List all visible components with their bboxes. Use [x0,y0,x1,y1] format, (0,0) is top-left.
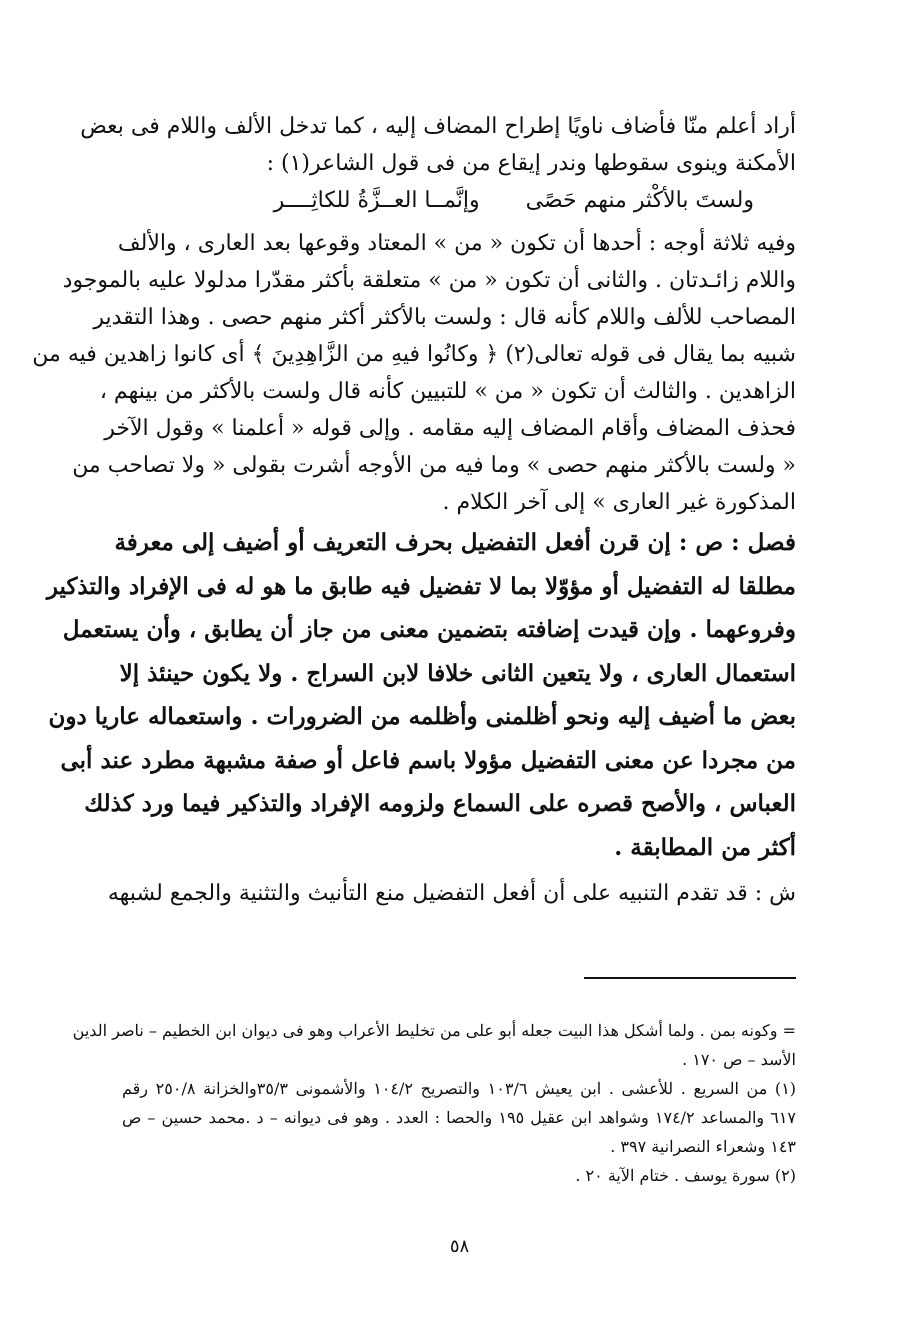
text-line: أراد أعلم منّا فأضاف ناويًا إطراح المضاف إليه ، كما تدخل الألف واللام فى بعض [80,114,796,139]
text-line: شبيه بما يقال فى قوله تعالى(٢) ﴿ وكانُوا فيهِ من الزَّاهِدِينَ ﴾ أى كانوا زاهدين فيه من [32,342,796,367]
sharh-paragraph [107,875,796,912]
text-line: واللام زائـدتان . والثانى أن تكون « من » متعلقة بأكثر مقدّرا مدلولا عليه بالموجود [62,268,796,293]
footnote-line: ٦١٧ والمساعد ١٧٤/٢ وشواهد ابن عقيل ١٩٥ والحصا : العدد . وهو فى ديوانه – د .محمد حسين – ص [122,1108,796,1127]
text-line: « ولست بالأكثر منهم حصى » وما فيه من الأوجه أشرت بقولى « ولا تصاحب من [72,453,796,478]
poetry-verse [122,182,796,219]
footnote-line: = وكونه بمن . ولما أشكل هذا البيت جعله أبو على من تخليط الأعراب وهو فى ديوان ابن الخطيم – ناصر الدين [72,1021,796,1040]
text-line: استعمال العارى ، ولا يتعين الثانى خلافا لابن السراج . ولا يكون حينئذ إلا [119,659,796,687]
text-line: وفروعهما . وإن قيدت إضافته بتضمين معنى من جاز أن يطابق ، وأن يستعمل [62,616,796,643]
footnotes [72,1016,797,1190]
text-line: أكثر من المطابقة . [614,833,796,861]
text-line: مطلقا له التفضيل أو مؤوّلا بما لا تفضيل فيه طابق ما هو له فى الإفراد والتذكير [46,572,796,600]
main-text [32,108,796,912]
text-line: من مجردا عن معنى التفضيل مؤولا باسم فاعل أو صفة مشبهة مطرد عند أبى [60,746,796,774]
text-line: الزاهدين . والثالث أن تكون « من » للتبيين كأنه قال ولست بالأكثر من بينهم ، [99,379,796,404]
text-line: الأمكنة وينوى سقوطها وندر إيقاع من فى قول الشاعر(١) : [266,151,796,176]
text-line: فحذف المضاف وأقام المضاف إليه مقامه . وإلى قوله « أعلمنا » وقول الآخر [104,416,796,441]
commentary-paragraph [32,225,796,521]
verse-first-hemistich: ولستَ بالأكْثر منهم حَصًى [525,188,754,213]
text-line: فصل : ص : إن قرن أفعل التفضيل بحرف التعريف أو أضيف إلى معرفة [114,529,796,556]
fasl-paragraph [46,521,796,869]
text-line: ش : قد تقدم التنبيه على أن أفعل التفضيل منع التأنيث والتثنية والجمع لشبهه [107,881,796,906]
text-line: وفيه ثلاثة أوجه : أحدها أن تكون « من » المعتاد وقوعها بعد العارى ، والألف [117,231,796,256]
text-line: العباس ، والأصح قصره على السماع ولزومه الإفراد والتذكير فيما ورد كذلك [84,790,796,817]
footnote-line: (١) من السريع . للأعشى . ابن يعيش ١٠٣/٦ والتصريح ١٠٤/٢ والأشمونى ٣٥/٣والخزانة ٢٥٠/٨ رقم [122,1079,797,1098]
footnote-separator [584,977,796,979]
page-number: ٥٨ [449,1236,470,1257]
opening-paragraph [80,108,796,182]
footnote-line: الأسد – ص ١٧٠ . [682,1050,796,1069]
verse-second-hemistich: وإنَّمــا العــزَّةُ للكاثِــــر [273,188,480,213]
text-line: المذكورة غير العارى » إلى آخر الكلام . [442,490,796,515]
text-line: المصاحب للألف واللام كأنه قال : ولست بالأكثر أكثر منهم حصى . وهذا التقدير [93,305,796,330]
text-line: بعض ما أضيف إليه ونحو أظلمنى وأظلمه من الضرورات . واستعماله عاريا دون [48,703,796,730]
footnote-line: (٢) سورة يوسف . ختام الآية ٢٠ . [575,1166,796,1185]
footnote-line: ١٤٣ وشعراء النصرانية ٣٩٧ . [610,1137,796,1156]
